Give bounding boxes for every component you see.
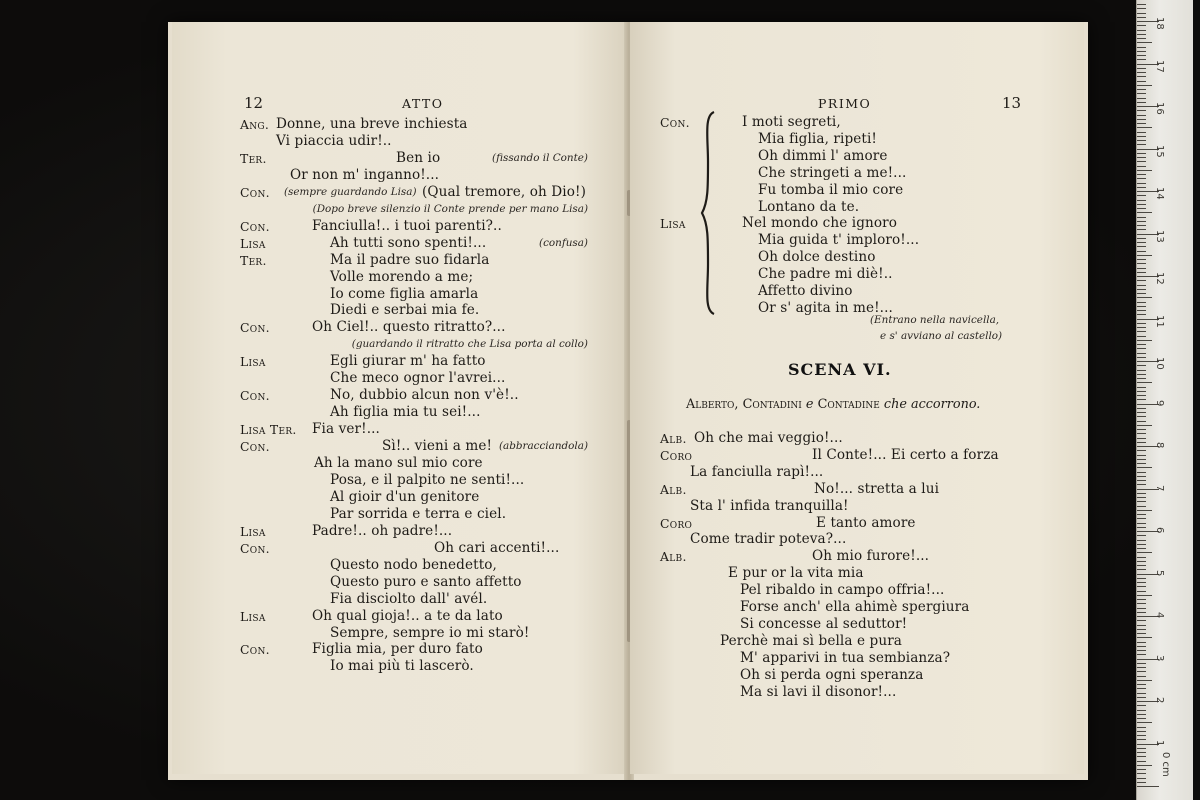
- ruler-tick: [1137, 144, 1146, 145]
- ruler-tick: [1137, 395, 1146, 396]
- stage-direction: (Dopo breve silenzio il Conte prende per mano Lisa): [312, 203, 588, 215]
- verse-line: Fanciulla!.. i tuoi parenti?..: [312, 218, 502, 234]
- ruler-number: 16: [1154, 102, 1165, 115]
- verse-line: Perchè mai sì bella e pura: [720, 633, 903, 649]
- verse-line: Oh qual gioja!.. a te da lato: [312, 608, 503, 624]
- cast-name: Contadine: [817, 397, 880, 412]
- speaker-label: Lisa Ter.: [240, 422, 297, 437]
- verse-line: Sempre, sempre io mi starò!: [330, 625, 530, 641]
- ruler-tick: [1137, 378, 1146, 379]
- ruler-tick: [1137, 365, 1146, 366]
- ruler-tick: [1137, 85, 1152, 86]
- ruler-tick: [1137, 72, 1146, 73]
- ruler-tick: [1137, 595, 1152, 596]
- verse-line: Questo nodo benedetto,: [330, 557, 497, 573]
- stage-direction: e s' avviano al castello): [880, 330, 1003, 342]
- ruler-number: 15: [1154, 144, 1165, 158]
- stage-direction: (fissando il Conte): [492, 152, 588, 164]
- verse-line: Pel ribaldo in campo offria!...: [740, 582, 945, 598]
- verse-line: Sta l' infida tranquilla!: [690, 498, 849, 514]
- ruler-tick: [1137, 47, 1146, 48]
- ruler-tick: [1137, 603, 1146, 604]
- ruler-tick: [1137, 693, 1146, 694]
- cast-name: Contadini: [742, 397, 802, 412]
- cast-note: che accorrono.: [883, 397, 981, 412]
- ruler-tick: [1137, 467, 1152, 468]
- ruler-tick: [1137, 229, 1146, 230]
- ruler-tick: [1137, 565, 1146, 566]
- verse-line: La fanciulla rapì!...: [690, 464, 824, 480]
- ruler-number: 9: [1154, 399, 1165, 406]
- ruler-tick: [1137, 170, 1152, 171]
- verse-line: Si concesse al seduttor!: [740, 616, 908, 632]
- ruler-tick: [1137, 157, 1146, 158]
- verse-line: Affetto divino: [758, 283, 853, 299]
- ruler-tick: [1137, 93, 1146, 94]
- ruler-tick: [1137, 221, 1146, 222]
- stage-direction: (confusa): [539, 237, 588, 249]
- speaker-label: Con.: [660, 115, 690, 130]
- ruler-number: 17: [1154, 59, 1165, 73]
- ruler-tick: [1137, 246, 1146, 247]
- ruler-tick: [1137, 472, 1146, 473]
- ruler-tick: [1137, 255, 1152, 256]
- ruler-tick: [1137, 620, 1146, 621]
- ruler-tick: [1137, 306, 1146, 307]
- ruler-tick: [1137, 667, 1146, 668]
- speaker-label: Lisa: [240, 354, 266, 369]
- ruler-number: 10: [1154, 357, 1165, 370]
- ruler-tick: [1137, 722, 1152, 723]
- verse-line: Diedi e serbai mia fe.: [330, 302, 480, 318]
- ruler-tick: [1137, 510, 1152, 511]
- ruler-tick: [1137, 336, 1146, 337]
- ruler-tick: [1137, 208, 1146, 209]
- ruler-tick: [1137, 289, 1146, 290]
- right-page: [630, 22, 1084, 774]
- verse-line: Padre!.. oh padre!...: [312, 523, 453, 539]
- ruler-tick: [1137, 183, 1146, 184]
- ruler-tick: [1137, 140, 1146, 141]
- ruler-tick: [1137, 548, 1146, 549]
- ruler-tick: [1137, 688, 1146, 689]
- ruler-tick: [1137, 115, 1146, 116]
- verse-line: Io come figlia amarla: [330, 286, 479, 302]
- verse-line: Oh che mai veggio!...: [694, 430, 843, 446]
- speaker-label: Ter.: [240, 253, 267, 268]
- ruler-tick: [1137, 81, 1146, 82]
- ruler-tick: [1137, 684, 1146, 685]
- ruler-tick: [1137, 540, 1146, 541]
- ruler-tick: [1137, 650, 1146, 651]
- ruler-tick: [1137, 285, 1146, 286]
- ruler-tick: [1137, 438, 1146, 439]
- speaker-label: Con.: [240, 185, 270, 200]
- ruler-tick: [1137, 586, 1146, 587]
- ruler-tick: [1137, 174, 1146, 175]
- ruler-tick: [1137, 251, 1146, 252]
- ruler-tick: [1137, 552, 1152, 553]
- ruler-number: 7: [1154, 484, 1165, 491]
- ruler-tick: [1137, 187, 1146, 188]
- verse-line: Il Conte!... Ei certo a forza: [812, 447, 999, 463]
- ruler-tick: [1137, 297, 1152, 298]
- ruler-tick: [1137, 323, 1146, 324]
- ruler-number: 18: [1154, 17, 1165, 30]
- speaker-label: Coro: [660, 448, 693, 463]
- ruler-tick: [1137, 225, 1146, 226]
- verse-line: Figlia mia, per duro fato: [312, 641, 483, 657]
- ruler-tick: [1137, 433, 1146, 434]
- ruler-tick: [1137, 637, 1152, 638]
- ruler-tick: [1137, 480, 1146, 481]
- ruler-tick: [1137, 102, 1146, 103]
- ruler-tick: [1137, 391, 1146, 392]
- ruler-tick: [1137, 455, 1146, 456]
- verse-line: Che stringeti a me!...: [758, 165, 907, 181]
- ruler-tick: [1137, 110, 1146, 111]
- ruler-tick: [1137, 710, 1146, 711]
- verse-line: Al gioir d'un genitore: [330, 489, 480, 505]
- verse-line: Ah tutti sono spenti!...: [330, 235, 487, 251]
- verse-line: Volle morendo a me;: [330, 269, 474, 285]
- ruler-tick: [1137, 591, 1146, 592]
- ruler-tick: [1137, 263, 1146, 264]
- ruler-tick: [1137, 314, 1146, 315]
- verse-line: Mia guida t' imploro!...: [758, 232, 920, 248]
- verse-line: Fia ver!...: [312, 421, 380, 437]
- verse-line: Lontano da te.: [758, 199, 860, 215]
- ruler-tick: [1137, 501, 1146, 502]
- ruler-tick: [1137, 625, 1146, 626]
- speaker-label: Alb.: [660, 482, 687, 497]
- ruler-tick: [1137, 416, 1146, 417]
- ruler-tick: [1137, 17, 1146, 18]
- verse-line: Sì!.. vieni a me!: [382, 438, 493, 454]
- ruler-tick: [1137, 714, 1146, 715]
- ruler-tick: [1137, 357, 1146, 358]
- ruler-tick: [1137, 773, 1146, 774]
- ruler-tick: [1137, 59, 1146, 60]
- ruler-tick: [1137, 327, 1146, 328]
- ruler-tick: [1137, 13, 1146, 14]
- ruler-tick: [1137, 25, 1146, 26]
- verse-line: Fia disciolto dall' avél.: [330, 591, 488, 607]
- ruler-tick: [1137, 310, 1146, 311]
- ruler-tick: [1137, 387, 1146, 388]
- ruler-tick: [1137, 506, 1146, 507]
- ruler-number: 1: [1154, 739, 1165, 746]
- ruler-tick: [1137, 51, 1146, 52]
- ruler-tick: [1137, 55, 1146, 56]
- ruler-tick: [1137, 119, 1146, 120]
- ruler-tick: [1137, 30, 1146, 31]
- ruler-tick: [1137, 370, 1146, 371]
- speaker-label: Con.: [240, 541, 270, 556]
- ruler-tick: [1137, 153, 1146, 154]
- verse-line: Ah la mano sul mio core: [314, 455, 483, 471]
- ruler-tick: [1137, 756, 1146, 757]
- ruler-tick: [1137, 769, 1146, 770]
- ruler-tick: [1137, 442, 1146, 443]
- ruler-tick: [1137, 34, 1146, 35]
- ruler-tick: [1137, 136, 1146, 137]
- ruler-tick: [1137, 786, 1159, 787]
- verse-line: I moti segreti,: [742, 114, 841, 130]
- ruler-tick: [1137, 561, 1146, 562]
- ruler-tick: [1137, 399, 1146, 400]
- ruler-tick: [1137, 514, 1146, 515]
- ruler-tick: [1137, 344, 1146, 345]
- ruler-tick: [1137, 569, 1146, 570]
- duet-brace: [700, 110, 720, 316]
- running-head: PRIMO: [818, 96, 872, 111]
- cast-name: Alberto,: [686, 397, 739, 412]
- verse-line: Oh mio furore!...: [812, 548, 930, 564]
- verse-line: Ma il padre suo fidarla: [330, 252, 490, 268]
- stage-direction: (abbracciandola): [498, 440, 588, 452]
- ruler-tick: [1137, 166, 1146, 167]
- verse-line: Oh si perda ogni speranza: [740, 667, 924, 683]
- ruler-tick: [1137, 353, 1146, 354]
- ruler-tick: [1137, 582, 1146, 583]
- verse-line: Ma si lavi il disonor!...: [740, 684, 897, 700]
- verse-line: Ah figlia mia tu sei!...: [330, 404, 481, 420]
- verse-line: Posa, e il palpito ne senti!...: [330, 472, 525, 488]
- stage-direction: (sempre guardando Lisa): [284, 186, 417, 198]
- speaker-label: Lisa: [240, 236, 266, 251]
- verse-line: E pur or la vita mia: [728, 565, 864, 581]
- open-booklet: [168, 22, 1088, 780]
- ruler-tick: [1137, 612, 1146, 613]
- verse-line: Fu tomba il mio core: [758, 182, 904, 198]
- ruler-tick: [1137, 718, 1146, 719]
- ruler-tick: [1137, 340, 1152, 341]
- ruler-tick: [1137, 493, 1146, 494]
- ruler-tick: [1137, 654, 1146, 655]
- ruler-tick: [1137, 676, 1146, 677]
- speaker-label: Lisa: [660, 216, 686, 231]
- verse-line: Oh dolce destino: [758, 249, 876, 265]
- verse-line: (Qual tremore, oh Dio!): [422, 184, 586, 200]
- verse-line: Oh Ciel!.. questo ritratto?...: [312, 319, 506, 335]
- ruler-tick: [1137, 238, 1146, 239]
- ruler-tick: [1137, 463, 1146, 464]
- ruler-tick: [1137, 697, 1146, 698]
- ruler-tick: [1137, 671, 1146, 672]
- ruler-tick: [1137, 429, 1146, 430]
- cast-conjunction: e: [805, 397, 814, 412]
- ruler-tick: [1137, 127, 1152, 128]
- ruler-tick: [1137, 761, 1146, 762]
- ruler-number: 5: [1154, 569, 1165, 576]
- ruler-tick: [1137, 646, 1146, 647]
- ruler-tick: [1137, 450, 1146, 451]
- ruler-tick: [1137, 293, 1146, 294]
- ruler-tick: [1137, 731, 1146, 732]
- ruler-unit-label: 0 cm: [1160, 752, 1171, 777]
- ruler-tick: [1137, 629, 1146, 630]
- ruler-tick: [1137, 212, 1152, 213]
- ruler-tick: [1137, 259, 1146, 260]
- ruler-tick: [1137, 123, 1146, 124]
- speaker-label: Con.: [240, 219, 270, 234]
- ruler-number: 14: [1154, 187, 1165, 200]
- ruler-tick: [1137, 748, 1146, 749]
- ruler-tick: [1137, 204, 1146, 205]
- ruler-tick: [1137, 302, 1146, 303]
- ruler-tick: [1137, 782, 1146, 783]
- ruler-tick: [1137, 523, 1146, 524]
- ruler-tick: [1137, 578, 1146, 579]
- ruler-tick: [1137, 38, 1146, 39]
- verse-line: Or s' agita in me!...: [758, 300, 893, 316]
- ruler-tick: [1137, 98, 1146, 99]
- scene-heading: SCENA VI.: [788, 360, 892, 379]
- page-number: 13: [1002, 94, 1022, 112]
- ruler-tick: [1137, 4, 1146, 5]
- ruler-tick: [1137, 8, 1146, 9]
- verse-line: Che meco ognor l'avrei...: [330, 370, 506, 386]
- ruler-tick: [1137, 348, 1146, 349]
- speaker-label: Con.: [240, 439, 270, 454]
- speaker-label: Lisa: [240, 524, 266, 539]
- ruler-tick: [1137, 705, 1146, 706]
- left-page: [172, 22, 628, 774]
- verse-line: Io mai più ti lascerò.: [330, 658, 474, 674]
- ruler-number: 12: [1154, 272, 1165, 285]
- ruler-tick: [1137, 727, 1146, 728]
- ruler-tick: [1137, 425, 1152, 426]
- stage-direction: (guardando il ritratto che Lisa porta al collo): [351, 338, 588, 350]
- ruler-number: 4: [1154, 612, 1165, 619]
- ruler-tick: [1137, 242, 1146, 243]
- ruler-tick: [1137, 408, 1146, 409]
- measuring-ruler: [1136, 0, 1193, 800]
- verse-line: Egli giurar m' ha fatto: [330, 353, 486, 369]
- ruler-number: 13: [1154, 229, 1165, 243]
- ruler-tick: [1137, 608, 1146, 609]
- verse-line: Oh dimmi l' amore: [758, 148, 888, 164]
- ruler-tick: [1137, 633, 1146, 634]
- speaker-label: Ter.: [240, 151, 267, 166]
- speaker-label: Alb.: [660, 549, 687, 564]
- speaker-label: Con.: [240, 320, 270, 335]
- ruler-tick: [1137, 557, 1146, 558]
- speaker-label: Ang.: [240, 117, 270, 132]
- verse-line: Che padre mi diè!..: [758, 266, 893, 282]
- ruler-tick: [1137, 331, 1146, 332]
- verse-line: Mia figlia, ripeti!: [758, 131, 877, 147]
- speaker-label: Coro: [660, 516, 693, 531]
- ruler-tick: [1137, 735, 1146, 736]
- page-number: 12: [244, 94, 264, 112]
- ruler-number: 6: [1154, 527, 1165, 534]
- ruler-tick: [1137, 476, 1146, 477]
- verse-line: Or non m' inganno!...: [290, 167, 440, 183]
- verse-line: Oh cari accenti!...: [434, 540, 560, 556]
- ruler-tick: [1137, 459, 1146, 460]
- ruler-tick: [1137, 68, 1146, 69]
- ruler-tick: [1137, 42, 1152, 43]
- ruler-tick: [1137, 161, 1146, 162]
- ruler-tick: [1137, 642, 1146, 643]
- ruler-tick: [1137, 382, 1152, 383]
- ruler-tick: [1137, 421, 1146, 422]
- ruler-tick: [1137, 765, 1152, 766]
- ruler-number: 3: [1154, 654, 1165, 661]
- ruler-tick: [1137, 680, 1152, 681]
- ruler-tick: [1137, 535, 1146, 536]
- ruler-tick: [1137, 739, 1146, 740]
- ruler-tick: [1137, 217, 1146, 218]
- speaker-label: Con.: [240, 388, 270, 403]
- stage-direction: (Entrano nella navicella,: [870, 314, 1000, 326]
- verse-line: No, dubbio alcun non v'è!..: [330, 387, 519, 403]
- ruler-tick: [1137, 76, 1146, 77]
- ruler-tick: [1137, 663, 1146, 664]
- scene-cast: [686, 396, 980, 413]
- ruler-tick: [1137, 412, 1146, 413]
- ruler-tick: [1137, 200, 1146, 201]
- ruler-tick: [1137, 544, 1146, 545]
- verse-line: Vi piaccia udir!..: [276, 133, 392, 149]
- verse-line: E tanto amore: [816, 515, 916, 531]
- ruler-tick: [1137, 272, 1146, 273]
- verse-line: Ben io: [396, 150, 441, 166]
- verse-line: Come tradir poteva?...: [690, 531, 847, 547]
- ruler-tick: [1137, 374, 1146, 375]
- ruler-tick: [1137, 527, 1146, 528]
- verse-line: No!... stretta a lui: [814, 481, 940, 497]
- ruler-tick: [1137, 599, 1146, 600]
- ruler-tick: [1137, 280, 1146, 281]
- ruler-tick: [1137, 178, 1146, 179]
- ruler-tick: [1137, 752, 1146, 753]
- ruler-tick: [1137, 778, 1146, 779]
- ruler-tick: [1137, 132, 1146, 133]
- speaker-label: Con.: [240, 642, 270, 657]
- verse-line: Par sorrida e terra e ciel.: [330, 506, 507, 522]
- verse-line: Forse anch' ella ahimè spergiura: [740, 599, 970, 615]
- ruler-tick: [1137, 497, 1146, 498]
- ruler-tick: [1137, 518, 1146, 519]
- speaker-label: Lisa: [240, 609, 266, 624]
- ruler-number: 2: [1154, 697, 1165, 704]
- verse-line: Nel mondo che ignoro: [742, 215, 898, 231]
- ruler-tick: [1137, 268, 1146, 269]
- verse-line: M' apparivi in tua sembianza?: [740, 650, 951, 666]
- ruler-tick: [1137, 195, 1146, 196]
- verse-line: Questo puro e santo affetto: [330, 574, 522, 590]
- speaker-label: Alb.: [660, 431, 687, 446]
- ruler-number: 11: [1154, 314, 1165, 328]
- ruler-number: 8: [1154, 442, 1165, 449]
- ruler-tick: [1137, 484, 1146, 485]
- ruler-tick: [1137, 89, 1146, 90]
- verse-line: Donne, una breve inchiesta: [276, 116, 468, 132]
- running-head: ATTO: [402, 96, 444, 111]
